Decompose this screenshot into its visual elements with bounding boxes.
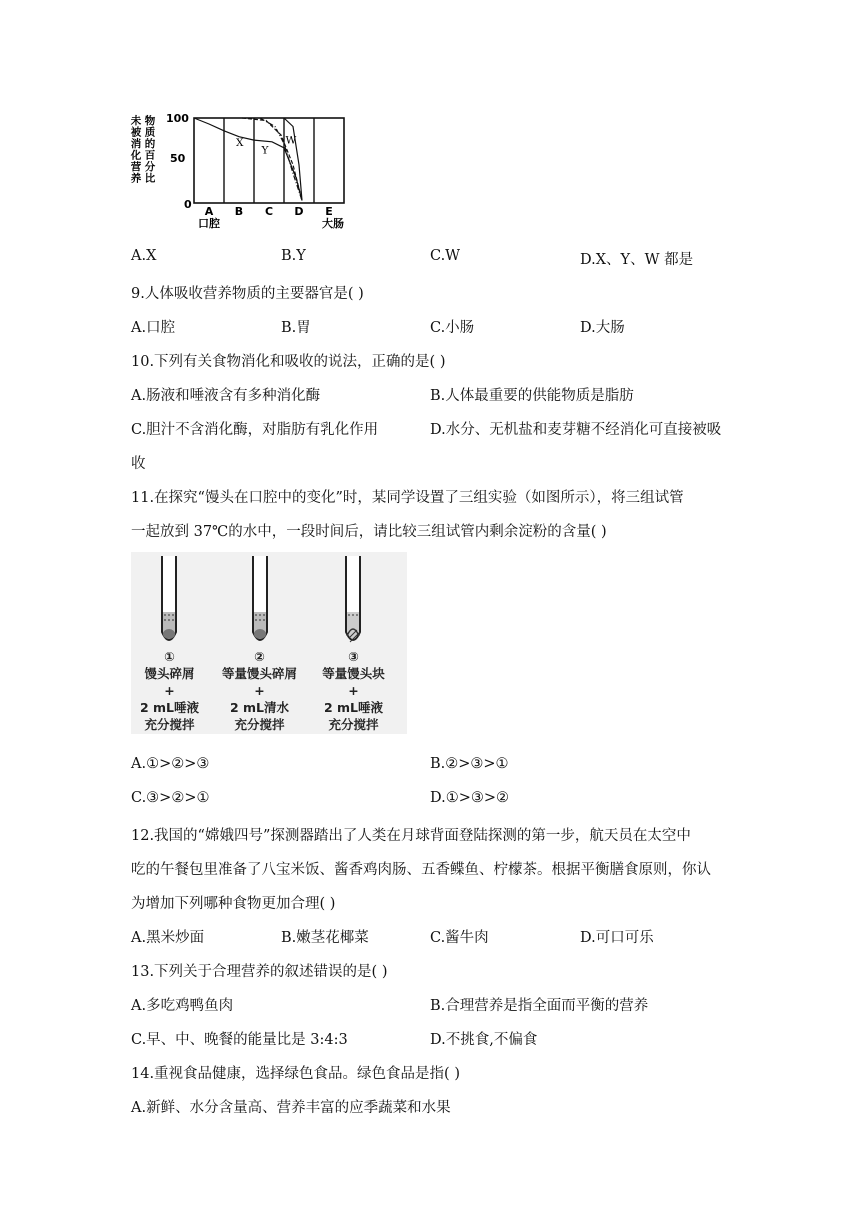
q12-option-d[interactable]: D.可口可乐 [580, 930, 654, 946]
tube-2-line2: + [254, 683, 265, 698]
q13-option-c[interactable]: C.早、中、晚餐的能量比是 3:4:3 [131, 1032, 348, 1048]
q13-option-b[interactable]: B.合理营养是指全面而平衡的营养 [430, 998, 649, 1014]
q12-option-b[interactable]: B.嫩茎花椰菜 [281, 930, 369, 946]
tube-3-line1: 等量馒头块 [322, 666, 385, 681]
y-tick-0: 0 [184, 198, 192, 211]
digestion-chart-svg [128, 108, 348, 236]
tube-1-line1: 馒头碎屑 [144, 666, 195, 681]
q10-option-d-continuation: 收 [131, 456, 146, 472]
q12-stem-line2: 吃的午餐包里准备了八宝米饭、酱香鸡肉肠、五香鲽鱼、柠檬茶。根据平衡膳食原则，你认 [131, 862, 711, 878]
q8-option-c[interactable]: C.W [430, 248, 461, 264]
y-axis-label-char: 营 [130, 161, 142, 173]
q11-option-c[interactable]: C.③>②>① [131, 790, 210, 806]
x-tick-A: A [204, 205, 214, 218]
y-axis-label-char: 分 [144, 161, 156, 173]
q10-option-b[interactable]: B.人体最重要的供能物质是脂肪 [430, 388, 634, 404]
q9-stem: 9.人体吸收营养物质的主要器官是( ) [131, 286, 364, 302]
y-axis-label-char: 消 [130, 138, 142, 150]
test-tube-3 [346, 556, 360, 642]
series-line-X [194, 118, 302, 201]
y-axis-label-char: 养 [130, 172, 142, 185]
y-axis-label-char: 质 [144, 126, 156, 139]
x-tick-sublabel-A: 口腔 [198, 217, 220, 230]
tube-3-line4: 充分搅拌 [328, 717, 379, 732]
tube-3-label [306, 648, 401, 733]
q10-option-c[interactable]: C.胆汁不含消化酶，对脂肪有乳化作用 [131, 422, 379, 438]
tube-1-number: ① [164, 649, 175, 664]
q8-option-b[interactable]: B.Y [281, 248, 306, 264]
x-tick-C: C [264, 205, 274, 218]
x-tick-D: D [294, 205, 304, 218]
series-label-Y: Y [261, 144, 269, 157]
q9-option-d[interactable]: D.大肠 [580, 320, 625, 336]
tube-2-line4: 充分搅拌 [234, 717, 285, 732]
series-label-W: W [285, 134, 297, 147]
y-axis-label-char: 化 [130, 149, 142, 162]
q9-option-a[interactable]: A.口腔 [131, 320, 176, 336]
test-tube-figure [131, 552, 407, 734]
y-axis-label-char: 百 [144, 149, 156, 162]
q11-option-a[interactable]: A.①>②>③ [131, 756, 210, 772]
q8-option-a[interactable]: A.X [131, 248, 157, 264]
y-tick-50: 50 [170, 152, 186, 165]
q12-option-a[interactable]: A.黑米炒面 [131, 930, 205, 946]
q12-stem-line3: 为增加下列哪种食物更加合理( ) [131, 896, 336, 912]
tube-3-line3: 2 mL唾液 [323, 700, 384, 715]
tube-2-line3: 2 mL清水 [229, 700, 290, 715]
q13-option-a[interactable]: A.多吃鸡鸭鱼肉 [131, 998, 234, 1014]
tube-1-label [122, 648, 217, 733]
chart-frame [194, 118, 344, 203]
q13-stem: 13.下列关于合理营养的叙述错误的是( ) [131, 964, 388, 980]
q11-stem-line2: 一起放到 37℃的水中，一段时间后，请比较三组试管内剩余淀粉的含量( ) [131, 524, 607, 540]
y-axis-label-char: 物 [144, 115, 156, 127]
tube-1-line4: 充分搅拌 [144, 717, 195, 732]
q12-option-c[interactable]: C.酱牛肉 [430, 930, 489, 946]
q9-option-c[interactable]: C.小肠 [430, 320, 475, 336]
q10-option-a[interactable]: A.肠液和唾液含有多种消化酶 [131, 388, 321, 404]
q11-option-b[interactable]: B.②>③>① [430, 756, 509, 772]
q9-option-b[interactable]: B.胃 [281, 320, 311, 336]
y-axis-label-char: 比 [144, 172, 156, 185]
tube-3-line2: + [348, 683, 359, 698]
y-axis-label-char: 被 [130, 126, 142, 139]
test-tube-1 [162, 556, 176, 640]
test-tube-2 [253, 556, 267, 640]
tube-2-line1: 等量馒头碎屑 [221, 666, 297, 681]
tube-3-number: ③ [348, 649, 359, 664]
q10-stem: 10.下列有关食物消化和吸收的说法，正确的是( ) [131, 354, 446, 370]
q14-option-a[interactable]: A.新鲜、水分含量高、营养丰富的应季蔬菜和水果 [131, 1100, 451, 1116]
q13-option-d[interactable]: D.不挑食,不偏食 [430, 1032, 538, 1048]
x-tick-B: B [234, 205, 244, 218]
q10-option-d[interactable]: D.水分、无机盐和麦芽糖不经消化可直接被吸 [430, 422, 722, 438]
series-line-Y [260, 118, 302, 201]
q12-stem-line1: 12.我国的“嫦娥四号”探测器踏出了人类在月球背面登陆探测的第一步，航天员在太空中 [131, 828, 691, 844]
x-tick-E: E [325, 205, 333, 218]
x-tick-sublabel-E: 大肠 [322, 217, 344, 230]
y-tick-100: 100 [166, 112, 189, 125]
tube-2-number: ② [254, 649, 265, 664]
y-axis-label [130, 114, 156, 185]
tube-2-label [212, 648, 307, 733]
digestion-chart [128, 108, 348, 236]
y-axis-label-char: 的 [144, 138, 156, 150]
q8-option-d[interactable]: D.X、Y、W 都是 [580, 252, 694, 268]
y-axis-label-char: 未 [130, 115, 142, 127]
q11-stem-line1: 11.在探究“馒头在口腔中的变化”时，某同学设置了三组实验（如图所示），将三组试管 [131, 490, 684, 506]
q11-option-d[interactable]: D.①>③>② [430, 790, 510, 806]
tube-1-line3: 2 mL唾液 [139, 700, 200, 715]
tube-1-line2: + [164, 683, 175, 698]
q14-stem: 14.重视食品健康，选择绿色食品。绿色食品是指( ) [131, 1066, 460, 1082]
series-label-X: X [236, 137, 244, 150]
